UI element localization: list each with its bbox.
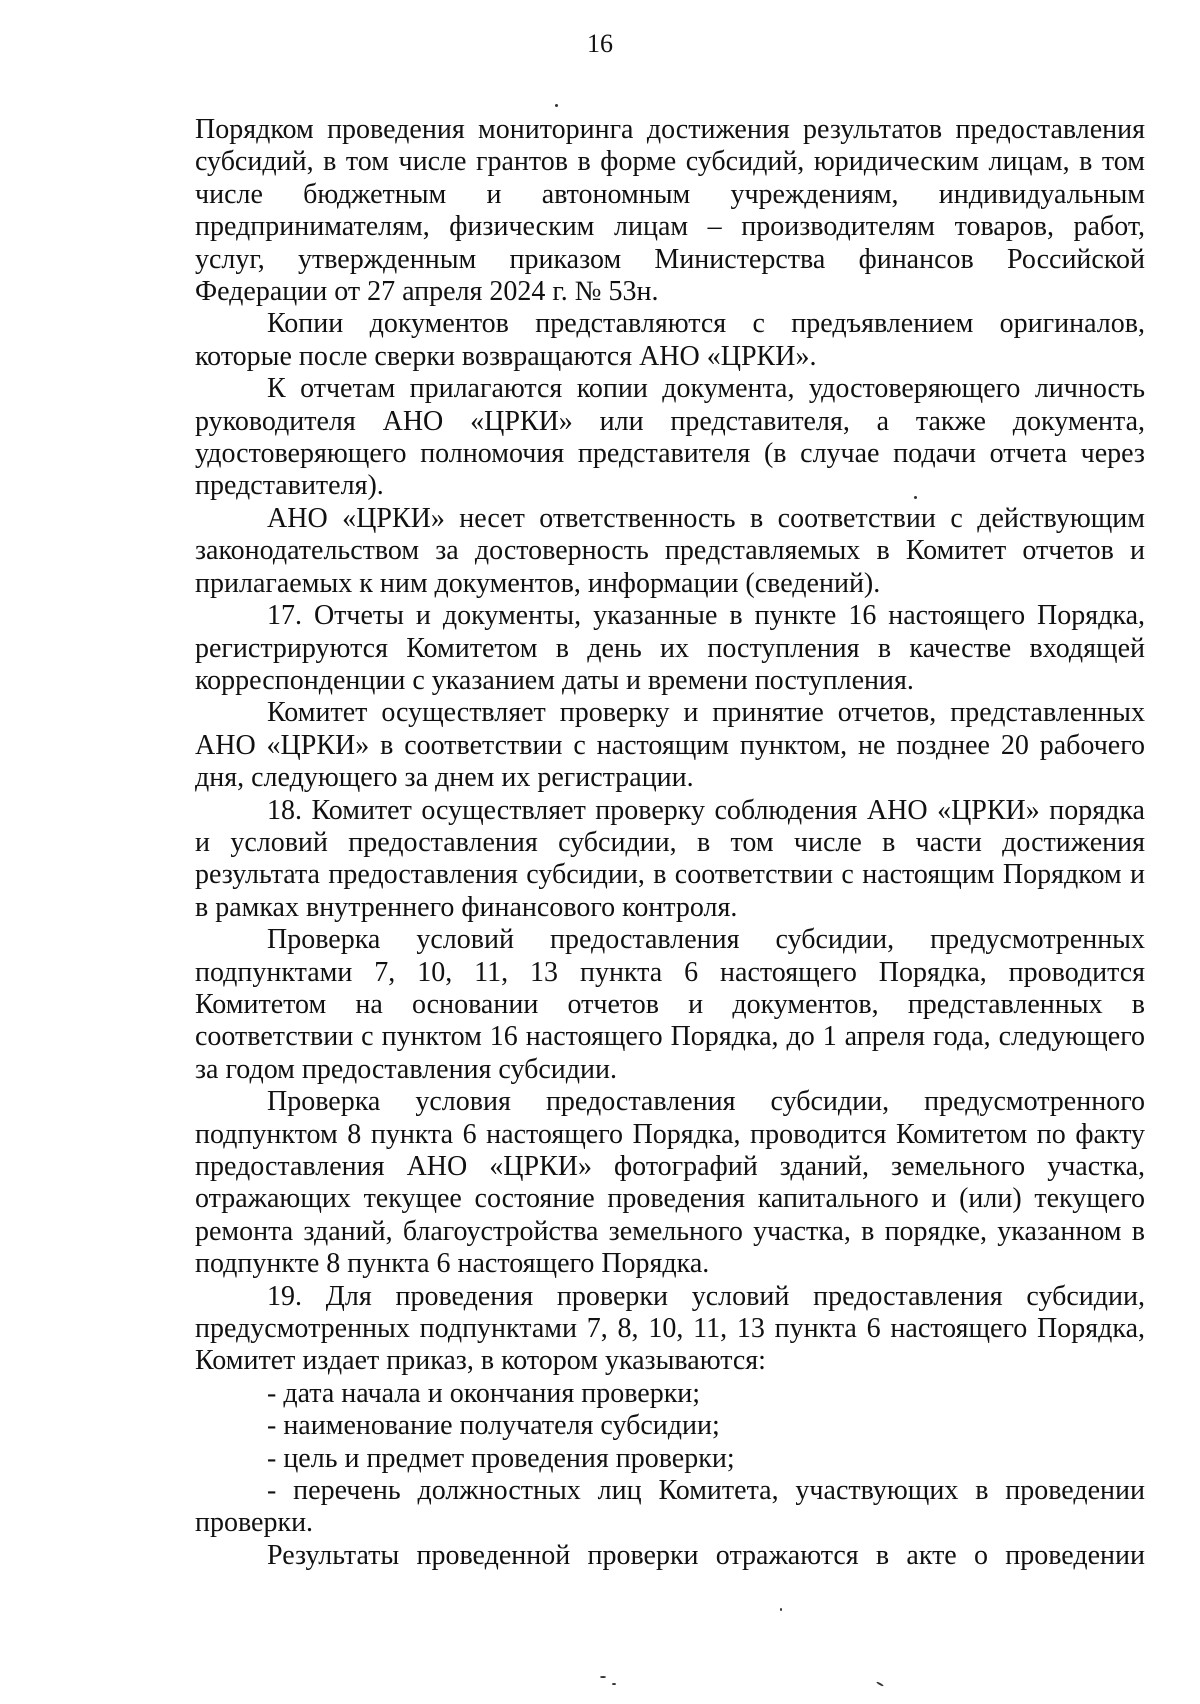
- scan-speck: [876, 1681, 884, 1687]
- scan-speck: [600, 1676, 606, 1678]
- paragraph-condition-8-check: Проверка условия предоставления субсидии, предусмотренного подпунктом 8 пункта 6 настоящего Порядка, проводится Комитетом по факту предоставления АНО «ЦРКИ» фотографий зданий, земельного участка, отражающих текущее состояние проведения капитального и (или) текущего ремонта зданий, благоустройства земельного участка, в порядке, указанном в подпункте 8 пункта 6 настоящего Порядка.: [195, 1086, 1145, 1280]
- paragraph-conditions-check: Проверка условий предоставления субсидии, предусмотренных подпунктами 7, 10, 11, 13 пункта 6 настоящего Порядка, проводится Комитетом на основании отчетов и документов, представленных в соответствии с пунктом 16 настоящего Порядка, до 1 апреля года, следующего за годом предоставления субсидии.: [195, 924, 1145, 1085]
- scan-speck: [612, 1683, 616, 1685]
- list-item-purpose: - цель и предмет проведения проверки;: [267, 1442, 735, 1474]
- scan-speck: [914, 496, 917, 499]
- page-number: 16: [587, 29, 613, 58]
- paragraph-responsibility: АНО «ЦРКИ» несет ответственность в соответствии с действующим законодательством за достоверность представляемых в Комитет отчетов и прилагаемых к ним документов, информации (сведений).: [195, 502, 1145, 599]
- paragraph-check-results: Результаты проведенной проверки отражаются в акте о проведении: [267, 1539, 1145, 1571]
- paragraph-monitoring-order: Порядком проведения мониторинга достижения результатов предоставления субсидий, в том числе грантов в форме субсидий, юридическим лицам, в том числе бюджетным и автономным учреждениям, индивидуальным предпринимателям, физическим лицам – производителям товаров, работ, услуг, утвержденным приказом Министерства финансов Российской Федерации от 27 апреля 2024 г. № 53н.: [195, 114, 1145, 308]
- paragraph-item-18: 18. Комитет осуществляет проверку соблюдения АНО «ЦРКИ» порядка и условий предоставления субсидии, в том числе в части достижения результата предоставления субсидии, в соответствии с настоящим Порядком и в рамках внутреннего финансового контроля.: [195, 794, 1145, 923]
- list-item-officials: - перечень должностных лиц Комитета, участвующих в проведении проверки.: [195, 1475, 1145, 1539]
- paragraph-report-attachments: К отчетам прилагаются копии документа, удостоверяющего личность руководителя АНО «ЦРКИ» или представителя, а также документа, удостоверяющего полномочия представителя (в случае подачи отчета через представителя).: [195, 373, 1145, 502]
- scan-speck: [780, 1608, 782, 1611]
- scan-speck: [555, 104, 558, 107]
- paragraph-document-copies: Копии документов представляются с предъявлением оригиналов, которые после сверки возвращаются АНО «ЦРКИ».: [195, 308, 1145, 372]
- paragraph-report-acceptance: Комитет осуществляет проверку и принятие отчетов, представленных АНО «ЦРКИ» в соответствии с настоящим пунктом, не позднее 20 рабочего дня, следующего за днем их регистрации.: [195, 697, 1145, 794]
- list-item-recipient: - наименование получателя субсидии;: [267, 1410, 720, 1442]
- list-item-dates: - дата начала и окончания проверки;: [267, 1377, 701, 1409]
- paragraph-item-17: 17. Отчеты и документы, указанные в пункте 16 настоящего Порядка, регистрируются Комитетом в день их поступления в качестве входящей корреспонденции с указанием даты и времени поступления.: [195, 600, 1145, 696]
- document-body: [195, 114, 1145, 1572]
- paragraph-item-19: 19. Для проведения проверки условий предоставления субсидии, предусмотренных подпунктами 7, 8, 10, 11, 13 пункта 6 настоящего Порядка, Комитет издает приказ, в котором указываются:: [195, 1280, 1145, 1377]
